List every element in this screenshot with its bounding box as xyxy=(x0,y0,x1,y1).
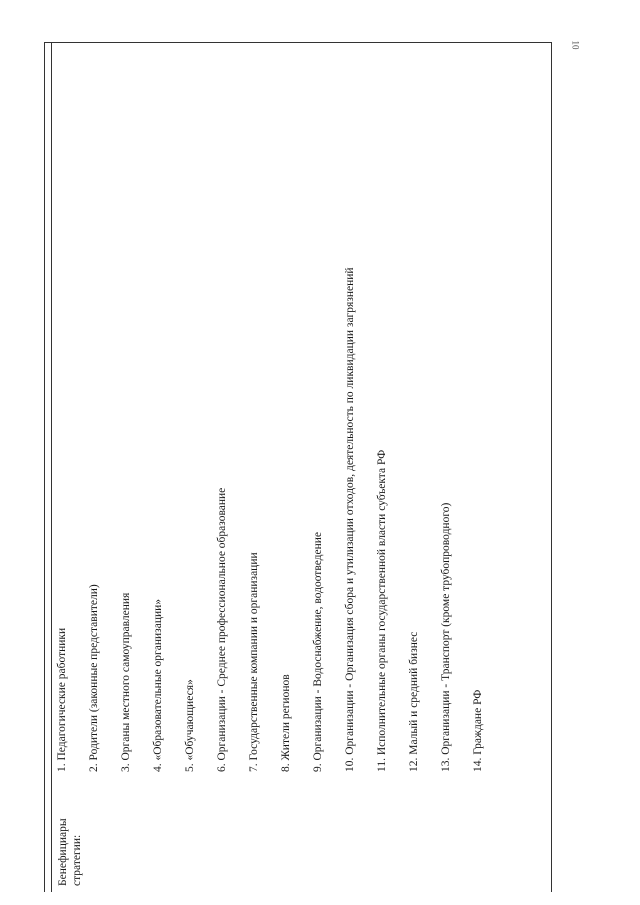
list-item: 12. Малый и средний бизнес xyxy=(408,631,420,772)
beneficiaries-list xyxy=(55,52,503,772)
list-item: 11. Исполнительные органы государственной власти субъекта РФ xyxy=(376,449,388,772)
list-item: 8. Жители регионов xyxy=(280,674,292,772)
list-item: 13. Организации - Транспорт (кроме трубопроводного) xyxy=(440,502,452,772)
list-item: 7. Государственные компании и организации xyxy=(248,552,260,772)
list-item: 14. Граждане РФ xyxy=(472,689,484,772)
list-item: 2. Родители (законные представители) xyxy=(88,584,100,772)
list-item: 5. «Обучающиеся» xyxy=(184,679,196,772)
list-item: 10. Организации - Организация сбора и утилизации отходов, деятельность по ликвидации загрязнений xyxy=(344,267,356,772)
list-item: 4. «Образовательные организации» xyxy=(152,598,164,772)
beneficiaries-label: Бенефициары стратегии: xyxy=(57,818,83,886)
table-border-right xyxy=(551,42,552,892)
list-item: 6. Организации - Среднее профессиональное образование xyxy=(216,487,228,772)
list-item: 1. Педагогические работники xyxy=(56,627,68,772)
rotated-table-content xyxy=(52,42,551,892)
page-number: 10 xyxy=(570,40,581,50)
list-item: 3. Органы местного самоуправления xyxy=(120,592,132,772)
table-border-left xyxy=(44,42,45,892)
list-item: 9. Организации - Водоснабжение, водоотведение xyxy=(312,531,324,772)
